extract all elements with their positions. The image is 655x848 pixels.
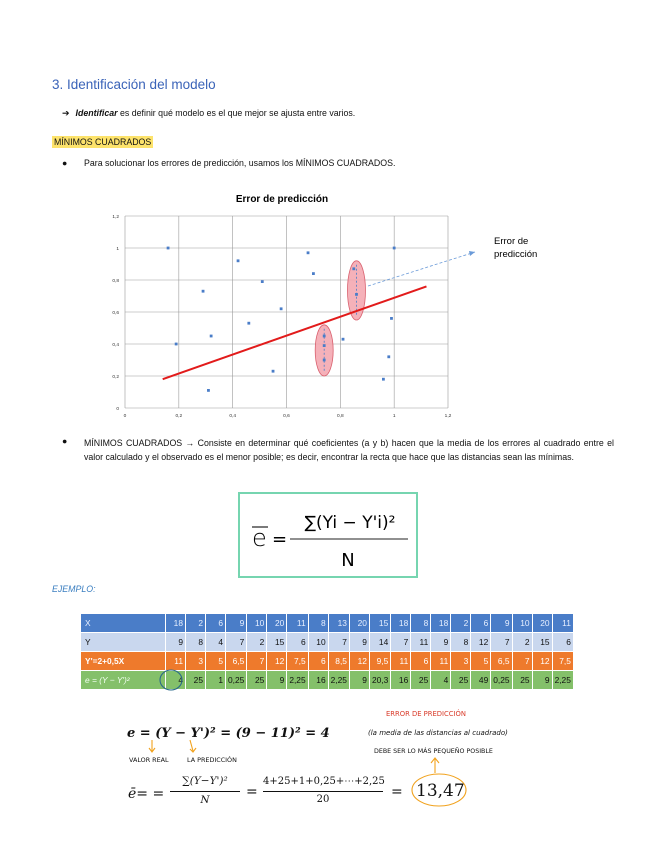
- data-point: [207, 389, 210, 392]
- table-cell: 25: [186, 671, 206, 690]
- table-cell: 1: [206, 671, 226, 690]
- table-row: [81, 671, 574, 690]
- table-cell: 10: [308, 633, 328, 652]
- data-point: [323, 359, 326, 362]
- table-cell: 3: [186, 652, 206, 671]
- annotation-line-2: predicción: [494, 249, 538, 260]
- chart-title: Error de predicción: [235, 194, 329, 205]
- note-error-title: ERROR DE PREDICCIÓN: [386, 710, 466, 718]
- table-cell: 7: [512, 652, 532, 671]
- data-point: [390, 317, 393, 320]
- table-cell: 9: [349, 671, 369, 690]
- data-point: [323, 344, 326, 347]
- chart-axis-labels: [112, 214, 451, 419]
- table-cell: 6: [552, 633, 573, 652]
- row-label: X: [81, 614, 166, 633]
- y-tick-label: 1,2: [112, 215, 119, 220]
- table-cell: 8: [411, 614, 431, 633]
- equation-equals-3: =: [391, 784, 403, 800]
- table-cell: 10: [247, 614, 267, 633]
- table-cell: 5: [471, 652, 491, 671]
- table-cell: 13: [328, 614, 349, 633]
- intro-term: Identificar: [75, 108, 118, 118]
- fraction-line-2: [263, 791, 383, 792]
- table-cell: 20: [267, 614, 287, 633]
- chart-annotation: [494, 236, 537, 260]
- formula-lhs: e: [252, 524, 267, 552]
- regression-line: [163, 286, 427, 379]
- table-cell: 6: [471, 614, 491, 633]
- table-cell: 6: [206, 614, 226, 633]
- annotation-line-1: Error de: [494, 236, 529, 247]
- table-cell: 5: [206, 652, 226, 671]
- table-cell: 12: [532, 652, 552, 671]
- equation-num2: 4+25+1+0,25+⋯+2,25: [263, 776, 385, 787]
- data-point: [352, 267, 355, 270]
- table-cell: 18: [391, 614, 411, 633]
- table-cell: 7: [247, 652, 267, 671]
- table-cell: 7: [226, 633, 247, 652]
- equation-result: 13,47: [416, 781, 465, 801]
- table-cell: 9: [349, 633, 369, 652]
- note-error-line2: DEBE SER LO MÁS PEQUEÑO POSIBLE: [374, 748, 493, 755]
- equation-equals-2: =: [246, 784, 258, 800]
- y-tick-label: 0: [116, 407, 119, 412]
- table-cell: 0,25: [226, 671, 247, 690]
- example-label: EJEMPLO:: [52, 584, 96, 594]
- data-point: [167, 247, 170, 250]
- table-cell: 11: [431, 652, 451, 671]
- table-cell: 2: [451, 614, 471, 633]
- equation-num1: ∑(Y−Y')²: [182, 775, 228, 787]
- arrow-right-icon: ➔: [62, 108, 70, 118]
- chart-grid: [125, 216, 448, 408]
- data-point: [307, 251, 310, 254]
- table-row: [81, 652, 574, 671]
- x-tick-label: 0: [123, 414, 127, 419]
- data-point: [342, 338, 345, 341]
- table-cell: 7: [391, 633, 411, 652]
- note-error-line1: (la media de las distancias al cuadrado): [368, 729, 508, 737]
- table-cell: 2: [512, 633, 532, 652]
- y-tick-label: 0,2: [112, 375, 119, 380]
- data-point: [175, 343, 178, 346]
- bullet-dot-icon: ●: [62, 436, 68, 446]
- data-point: [272, 370, 275, 373]
- table-cell: 6: [287, 633, 308, 652]
- x-tick-label: 0,8: [336, 414, 344, 419]
- table-cell: 49: [471, 671, 491, 690]
- circle-mark: [158, 668, 184, 692]
- table-cell: 10: [512, 614, 532, 633]
- table-cell: 25: [247, 671, 267, 690]
- table-cell: 0,25: [491, 671, 512, 690]
- table-cell: 4: [206, 633, 226, 652]
- y-tick-label: 0,8: [112, 279, 119, 284]
- table-cell: 18: [431, 614, 451, 633]
- equation-mean-lhs: ē= =: [128, 786, 165, 802]
- table-cell: 6,5: [226, 652, 247, 671]
- table-cell: 18: [166, 614, 186, 633]
- table-cell: 8: [308, 614, 328, 633]
- prediction-error-chart: [110, 190, 538, 420]
- row-label: Y: [81, 633, 166, 652]
- table-cell: 9: [491, 614, 512, 633]
- table-cell: 12: [471, 633, 491, 652]
- table-cell: 25: [411, 671, 431, 690]
- table-cell: 11: [166, 652, 186, 671]
- table-cell: 3: [451, 652, 471, 671]
- table-cell: 8: [186, 633, 206, 652]
- equation-den1: N: [200, 794, 210, 806]
- note-valor-real: VALOR REAL: [129, 756, 169, 764]
- table-cell: 11: [391, 652, 411, 671]
- table-cell: 7: [328, 633, 349, 652]
- formula-numerator: ∑(Yi − Y'i)²: [304, 513, 396, 533]
- table-cell: 20: [532, 614, 552, 633]
- table-cell: 11: [411, 633, 431, 652]
- equation-single-error: e = (Y − Y')² = (9 − 11)² = 4: [127, 726, 330, 741]
- table-cell: 16: [391, 671, 411, 690]
- table-cell: 20,3: [369, 671, 390, 690]
- data-point: [261, 280, 264, 283]
- data-point: [247, 322, 250, 325]
- table-cell: 2: [186, 614, 206, 633]
- table-cell: 16: [308, 671, 328, 690]
- table-cell: 4: [431, 671, 451, 690]
- table-row: [81, 633, 574, 652]
- table-cell: 11: [552, 614, 573, 633]
- data-point: [393, 247, 396, 250]
- table-cell: 9: [431, 633, 451, 652]
- annotation-arrowhead-icon: [469, 251, 475, 256]
- section-heading: 3. Identificación del modelo: [52, 77, 216, 92]
- intro-line: [62, 108, 355, 119]
- table-cell: 9: [166, 633, 186, 652]
- table-cell: 2,25: [287, 671, 308, 690]
- table-cell: 7,5: [552, 652, 573, 671]
- fraction-line-1: [170, 791, 240, 792]
- data-point: [387, 355, 390, 358]
- table-cell: 12: [349, 652, 369, 671]
- handwritten-arrows: [140, 738, 230, 756]
- table-cell: 2,25: [328, 671, 349, 690]
- table-cell: 8,5: [328, 652, 349, 671]
- y-tick-label: 0,6: [112, 311, 119, 316]
- table-cell: 7,5: [287, 652, 308, 671]
- bullet-text-1: Para solucionar los errores de predicción, usamos los MÍNIMOS CUADRADOS.: [84, 158, 396, 168]
- least-squares-formula: [238, 492, 418, 578]
- table-cell: 14: [369, 633, 390, 652]
- data-point: [312, 272, 315, 275]
- equation-den2: 20: [316, 794, 330, 805]
- formula-denominator: N: [341, 550, 355, 571]
- table-cell: 9: [226, 614, 247, 633]
- table-cell: 2,25: [552, 671, 573, 690]
- x-tick-label: 0,6: [283, 414, 290, 419]
- x-tick-label: 0,2: [175, 414, 183, 419]
- table-cell: 4: [166, 671, 186, 690]
- table-cell: 25: [512, 671, 532, 690]
- table-cell: 9: [267, 671, 287, 690]
- table-row: [81, 614, 574, 633]
- subheading-minimos-cuadrados: MÍNIMOS CUADRADOS: [54, 137, 152, 147]
- intro-rest: es definir qué modelo es el que mejor se ajusta entre varios.: [117, 108, 356, 118]
- data-point: [382, 378, 385, 381]
- table-cell: 20: [349, 614, 369, 633]
- table-cell: 15: [532, 633, 552, 652]
- table-cell: 6: [411, 652, 431, 671]
- table-cell: 8: [451, 633, 471, 652]
- example-table: [80, 613, 574, 690]
- bullet-text-2: MÍNIMOS CUADRADOS → Consiste en determinar qué coeficientes (a y b) hacen que la media de los errores al cuadrado entre el valor calculado y el observado es el menor posible; es decir, encontrar la recta que hace que las distancias sean las mínimas.: [84, 438, 614, 462]
- row-label: e = (Y − Y')²: [81, 671, 166, 690]
- table-cell: 2: [247, 633, 267, 652]
- data-point: [237, 259, 240, 262]
- bullet-dot-icon: ●: [62, 158, 68, 168]
- table-cell: 7: [491, 633, 512, 652]
- note-la-prediccion: LA PREDICCIÓN: [187, 756, 237, 764]
- table-cell: 11: [287, 614, 308, 633]
- data-point: [210, 335, 213, 338]
- table-cell: 9,5: [369, 652, 390, 671]
- x-tick-label: 1: [392, 414, 396, 419]
- data-point: [323, 335, 326, 338]
- x-tick-label: 1,2: [444, 414, 452, 419]
- row-label: Y'=2+0,5X: [81, 652, 166, 671]
- table-cell: 6: [308, 652, 328, 671]
- table-cell: 9: [532, 671, 552, 690]
- table-cell: 15: [369, 614, 390, 633]
- y-tick-label: 1: [116, 247, 119, 252]
- data-point: [280, 307, 283, 310]
- data-point: [202, 290, 205, 293]
- table-cell: 25: [451, 671, 471, 690]
- y-tick-label: 0,4: [112, 343, 119, 348]
- table-cell: 15: [267, 633, 287, 652]
- x-tick-label: 0,4: [229, 414, 237, 419]
- table-cell: 12: [267, 652, 287, 671]
- data-point: [355, 293, 358, 296]
- annotation-arrow: [368, 252, 475, 286]
- formula-equals: =: [272, 529, 288, 550]
- table-cell: 6,5: [491, 652, 512, 671]
